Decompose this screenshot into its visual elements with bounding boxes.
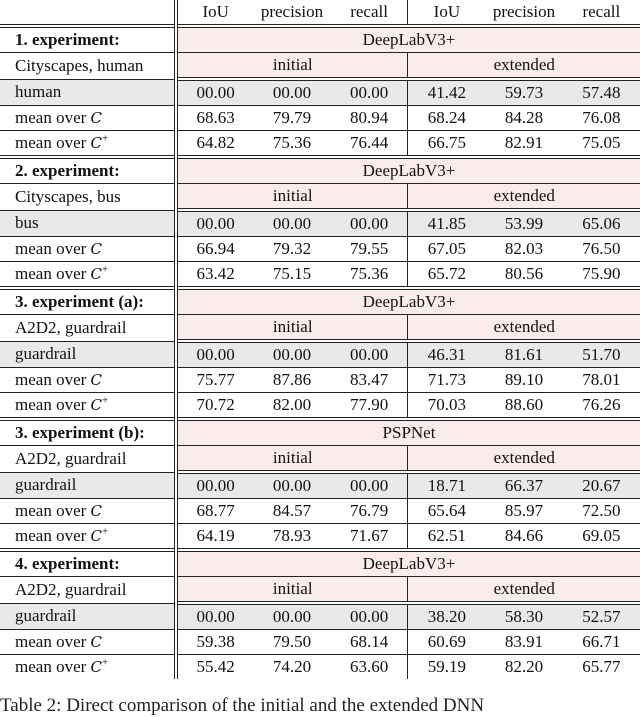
- table-row: [0, 603, 640, 630]
- experiment-group-row: [0, 184, 640, 211]
- experiment-title: 4. experiment:: [0, 550, 176, 577]
- table-cell: 80.94: [331, 106, 408, 131]
- class-set-superscript: +: [102, 263, 109, 276]
- table-cell: 18.71: [408, 472, 485, 499]
- model-name: DeepLabV3+: [176, 288, 640, 315]
- table-cell: 63.42: [176, 262, 253, 289]
- model-name: DeepLabV3+: [176, 157, 640, 184]
- group-initial: initial: [176, 446, 408, 473]
- row-label-text: human: [15, 82, 62, 102]
- table-cell: 55.42: [176, 655, 253, 680]
- row-label-text: mean over: [15, 264, 91, 283]
- row-label: [0, 237, 176, 262]
- row-label-text: mean over: [15, 370, 91, 389]
- table-cell: 76.08: [563, 106, 640, 131]
- table-cell: 00.00: [331, 472, 408, 499]
- experiment-title-row: [0, 288, 640, 315]
- table-cell: 81.61: [485, 341, 562, 368]
- class-set-superscript: +: [102, 656, 109, 669]
- corner-cell: [0, 0, 176, 26]
- row-label-text: mean over: [15, 133, 91, 152]
- table-cell: 64.19: [176, 524, 253, 551]
- table-cell: 75.15: [253, 262, 330, 289]
- row-label-text: guardrail: [15, 344, 77, 364]
- table-cell: 65.64: [408, 499, 485, 524]
- row-label: [0, 368, 176, 393]
- table-cell: 70.03: [408, 393, 485, 420]
- table-row: [0, 79, 640, 106]
- table-cell: 00.00: [253, 210, 330, 237]
- group-extended: extended: [408, 446, 640, 473]
- experiment-group-row: [0, 446, 640, 473]
- table-cell: 82.91: [485, 131, 562, 158]
- table-cell: 71.73: [408, 368, 485, 393]
- table-row: [0, 131, 640, 158]
- table-cell: 00.00: [253, 341, 330, 368]
- group-initial: initial: [176, 184, 408, 211]
- class-set-symbol: C: [90, 396, 103, 414]
- class-set-superscript: +: [102, 525, 109, 538]
- table-cell: 64.82: [176, 131, 253, 158]
- table-cell: 41.42: [408, 79, 485, 106]
- class-set-superscript: +: [102, 132, 109, 145]
- table-cell: 79.32: [253, 237, 330, 262]
- table-cell: 68.77: [176, 499, 253, 524]
- experiment-title: 3. experiment (b):: [0, 419, 176, 446]
- table-cell: 82.03: [485, 237, 562, 262]
- table-cell: 84.66: [485, 524, 562, 551]
- table-cell: 59.19: [408, 655, 485, 680]
- row-label: [0, 106, 176, 131]
- class-set-symbol: C: [90, 633, 103, 651]
- table-cell: 75.77: [176, 368, 253, 393]
- table-cell: 72.50: [563, 499, 640, 524]
- experiment-group-row: [0, 53, 640, 80]
- class-set-symbol: C: [90, 109, 103, 127]
- table-cell: 75.05: [563, 131, 640, 158]
- table-cell: 79.55: [331, 237, 408, 262]
- table-row: [0, 499, 640, 524]
- row-label-text: mean over: [15, 501, 91, 520]
- table-row: [0, 655, 640, 680]
- table-cell: 69.05: [563, 524, 640, 551]
- experiment-title-row: [0, 550, 640, 577]
- table-cell: 76.79: [331, 499, 408, 524]
- table-cell: 53.99: [485, 210, 562, 237]
- table-cell: 68.14: [331, 630, 408, 655]
- row-label-text: mean over: [15, 526, 91, 545]
- col-header-iou-initial: IoU: [176, 0, 253, 26]
- table-cell: 41.85: [408, 210, 485, 237]
- row-label-text: mean over: [15, 108, 91, 127]
- table-cell: 82.00: [253, 393, 330, 420]
- table-cell: 85.97: [485, 499, 562, 524]
- row-label: [0, 341, 176, 368]
- table-row: [0, 106, 640, 131]
- row-label: [0, 472, 176, 499]
- table-cell: 75.36: [331, 262, 408, 289]
- table-cell: 78.01: [563, 368, 640, 393]
- table-cell: 00.00: [331, 79, 408, 106]
- table-cell: 75.36: [253, 131, 330, 158]
- table-row: [0, 341, 640, 368]
- table-cell: 63.60: [331, 655, 408, 680]
- table-cell: 75.90: [563, 262, 640, 289]
- model-name: DeepLabV3+: [176, 550, 640, 577]
- table-cell: 00.00: [331, 603, 408, 630]
- experiment-subtitle: A2D2, guardrail: [0, 315, 176, 342]
- class-set-symbol: C: [90, 265, 103, 283]
- group-extended: extended: [408, 315, 640, 342]
- row-label: [0, 393, 176, 420]
- table-cell: 65.72: [408, 262, 485, 289]
- col-header-iou-extended: IoU: [408, 0, 485, 26]
- row-label: [0, 655, 176, 680]
- col-header-recall-initial: recall: [350, 2, 388, 21]
- table-row: [0, 210, 640, 237]
- table-cell: 00.00: [331, 210, 408, 237]
- table-cell: 83.47: [331, 368, 408, 393]
- table-cell: 00.00: [176, 472, 253, 499]
- table-cell: 76.26: [563, 393, 640, 420]
- table-cell: 84.28: [485, 106, 562, 131]
- table-cell: 65.77: [563, 655, 640, 680]
- group-extended: extended: [408, 184, 640, 211]
- group-initial: initial: [176, 53, 408, 80]
- table-cell: 76.44: [331, 131, 408, 158]
- table-row: [0, 524, 640, 551]
- table-cell: 68.63: [176, 106, 253, 131]
- table-cell: 82.20: [485, 655, 562, 680]
- table-cell: 59.38: [176, 630, 253, 655]
- col-header-precision-extended: precision: [492, 2, 556, 21]
- row-label-text: mean over: [15, 657, 91, 676]
- table-row: [0, 262, 640, 289]
- row-label: [0, 262, 176, 289]
- class-set-symbol: C: [90, 240, 103, 258]
- table-cell: 58.30: [485, 603, 562, 630]
- table-cell: 65.06: [563, 210, 640, 237]
- row-label: [0, 210, 176, 237]
- table-cell: 66.75: [408, 131, 485, 158]
- class-set-superscript: +: [102, 394, 109, 407]
- row-label-text: guardrail: [15, 475, 77, 495]
- row-label: [0, 79, 176, 106]
- experiment-subtitle: A2D2, guardrail: [0, 446, 176, 473]
- table-cell: 71.67: [331, 524, 408, 551]
- row-label-text: bus: [15, 213, 39, 233]
- table-cell: 77.90: [331, 393, 408, 420]
- experiment-title: 1. experiment:: [0, 26, 176, 53]
- experiment-subtitle: A2D2, guardrail: [0, 577, 176, 604]
- table-row: [0, 393, 640, 420]
- table-cell: 80.56: [485, 262, 562, 289]
- col-header-recall-extended: recall: [582, 2, 621, 21]
- row-label: [0, 524, 176, 551]
- experiment-group-row: [0, 315, 640, 342]
- table-cell: 66.37: [485, 472, 562, 499]
- table-cell: 79.50: [253, 630, 330, 655]
- table-cell: 38.20: [408, 603, 485, 630]
- class-set-symbol: C: [90, 502, 103, 520]
- table-cell: 20.67: [563, 472, 640, 499]
- table-cell: 00.00: [176, 603, 253, 630]
- table-cell: 66.94: [176, 237, 253, 262]
- col-header-precision-initial: precision: [260, 2, 324, 21]
- table-row: [0, 237, 640, 262]
- experiment-title-row: [0, 419, 640, 446]
- class-set-symbol: C: [90, 371, 103, 389]
- experiment-title: 2. experiment:: [0, 157, 176, 184]
- model-name: PSPNet: [176, 419, 640, 446]
- table-cell: 70.72: [176, 393, 253, 420]
- model-name: DeepLabV3+: [176, 26, 640, 53]
- column-header-row: [0, 0, 640, 26]
- table-cell: 00.00: [253, 603, 330, 630]
- table-cell: 00.00: [253, 79, 330, 106]
- table-cell: 83.91: [485, 630, 562, 655]
- row-label: [0, 603, 176, 630]
- table-cell: 84.57: [253, 499, 330, 524]
- table-cell: 52.57: [563, 603, 640, 630]
- row-label: [0, 131, 176, 158]
- experiment-subtitle: Cityscapes, bus: [0, 184, 176, 211]
- table-row: [0, 368, 640, 393]
- group-initial: initial: [176, 577, 408, 604]
- table-cell: 89.10: [485, 368, 562, 393]
- table-cell: 88.60: [485, 393, 562, 420]
- experiment-group-row: [0, 577, 640, 604]
- table-cell: 00.00: [331, 341, 408, 368]
- table-cell: 76.50: [563, 237, 640, 262]
- class-set-symbol: C: [90, 527, 103, 545]
- class-set-symbol: C: [90, 658, 103, 676]
- table-cell: 60.69: [408, 630, 485, 655]
- group-extended: extended: [408, 53, 640, 80]
- group-extended: extended: [408, 577, 640, 604]
- row-label-text: mean over: [15, 239, 91, 258]
- table-cell: 00.00: [176, 79, 253, 106]
- table-cell: 74.20: [253, 655, 330, 680]
- row-label-text: mean over: [15, 632, 91, 651]
- table-cell: 00.00: [176, 210, 253, 237]
- table-cell: 00.00: [253, 472, 330, 499]
- table-cell: 57.48: [563, 79, 640, 106]
- row-label: [0, 499, 176, 524]
- table-cell: 67.05: [408, 237, 485, 262]
- table-cell: 78.93: [253, 524, 330, 551]
- table-row: [0, 472, 640, 499]
- class-set-symbol: C: [90, 134, 103, 152]
- table-cell: 62.51: [408, 524, 485, 551]
- row-label: [0, 630, 176, 655]
- table-cell: 00.00: [176, 341, 253, 368]
- table-cell: 79.79: [253, 106, 330, 131]
- table-cell: 66.71: [563, 630, 640, 655]
- experiment-title: 3. experiment (a):: [0, 288, 176, 315]
- table-caption: Table 2: Direct comparison of the initial and the extended DNN: [0, 695, 485, 716]
- row-label-text: mean over: [15, 395, 91, 414]
- experiment-title-row: [0, 157, 640, 184]
- row-label-text: guardrail: [15, 606, 77, 626]
- table-cell: 51.70: [563, 341, 640, 368]
- table-cell: 59.73: [485, 79, 562, 106]
- table-cell: 46.31: [408, 341, 485, 368]
- table-cell: 68.24: [408, 106, 485, 131]
- table-cell: 87.86: [253, 368, 330, 393]
- experiment-title-row: [0, 26, 640, 53]
- group-initial: initial: [176, 315, 408, 342]
- table-row: [0, 630, 640, 655]
- experiment-subtitle: Cityscapes, human: [0, 53, 176, 80]
